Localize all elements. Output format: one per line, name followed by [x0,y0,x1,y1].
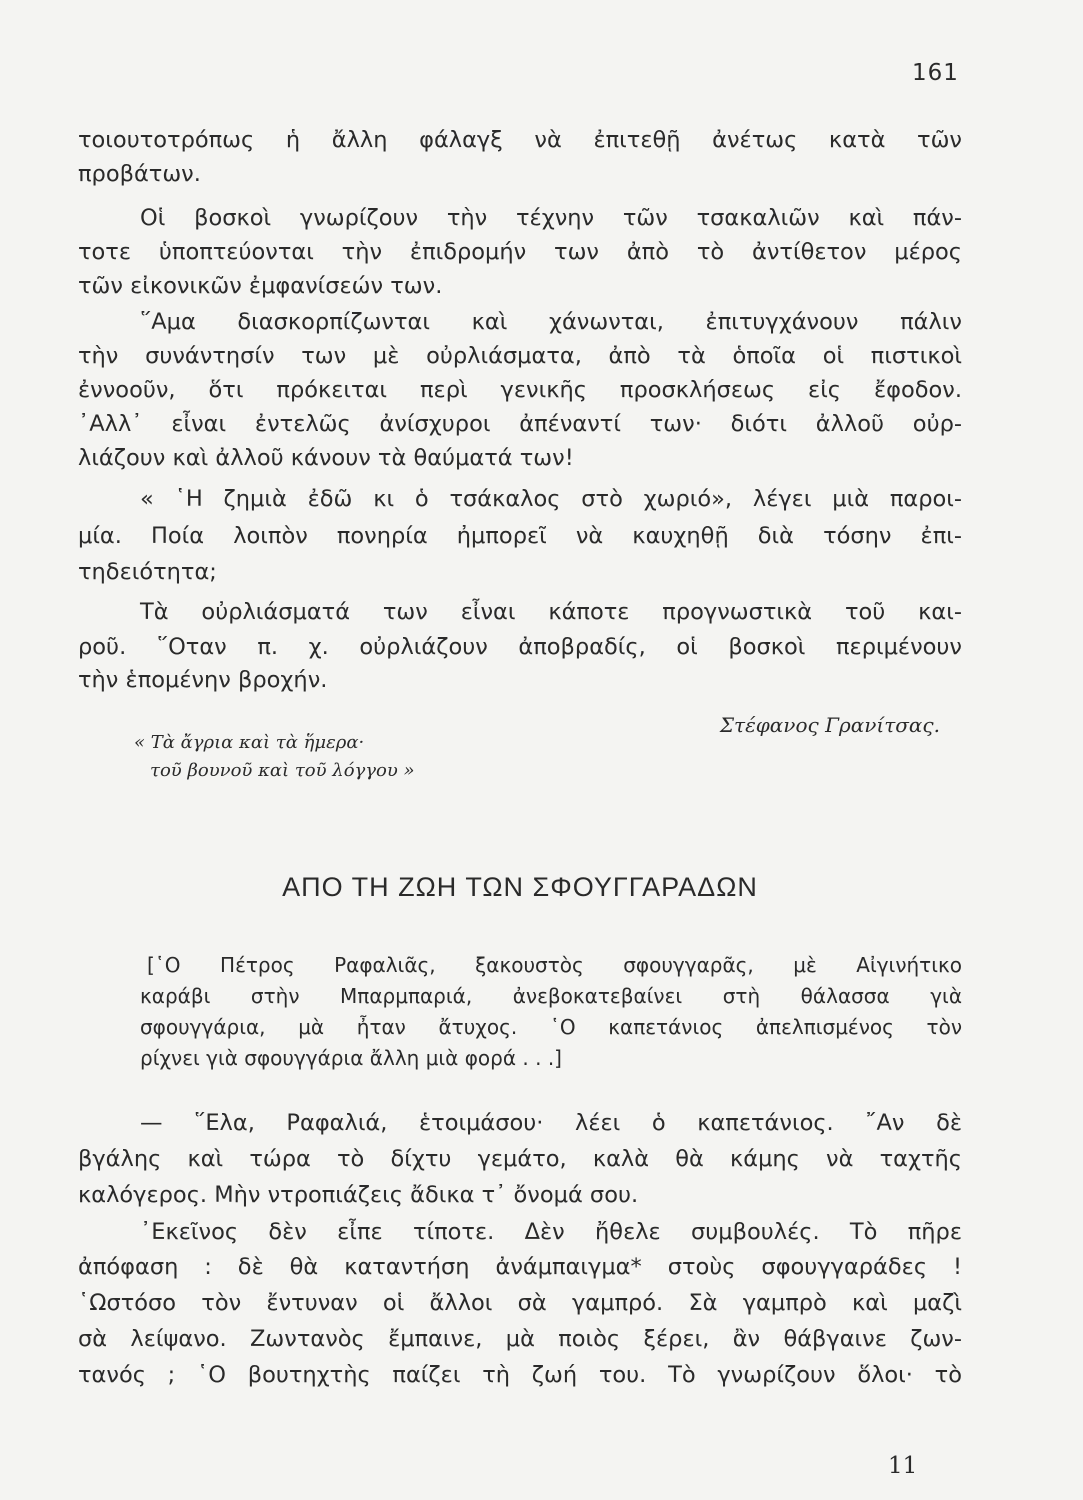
text-line: τὴν συνάντησίν των μὲ οὐρλιάσματα, ἀπὸ τὰ ὁποῖα οἱ πιστικοὶ [78,343,962,369]
text-line: καλόγερος. Μὴν ντροπιάζεις ἄδικα τ᾿ ὄνομά σου. [78,1182,639,1208]
text-line: βγάλης καὶ τώρα τὸ δίχτυ γεμάτο, καλὰ θὰ κάμης νὰ ταχτῆς [78,1146,962,1172]
text-line: — ῞Ελα, Ραφαλιά, ἑτοιμάσου· λέει ὁ καπετάνιος. ῎Αν δὲ [140,1110,962,1136]
intro-note-line: ρίχνει γιὰ σφουγγάρια ἄλλη μιὰ φορά . . .] [140,1046,562,1070]
text-line: σὰ λείψανο. Ζωντανὸς ἔμπαινε, μὰ ποιὸς ξέρει, ἂν θάβγαινε ζων- [78,1326,962,1352]
section-title: ΑΠΟ ΤΗ ΖΩΗ ΤΩΝ ΣΦΟΥΓΓΑΡΑΔΩΝ [282,872,758,902]
text-line: λιάζουν καὶ ἀλλοῦ κάνουν τὰ θαύματά των! [78,445,574,471]
text-line: ἐννοοῦν, ὅτι πρόκειται περὶ γενικῆς προσκλήσεως εἰς ἔφοδον. [78,377,962,403]
text-line: ᾿Εκεῖνος δὲν εἶπε τίποτε. Δὲν ἤθελε συμβουλές. Τὸ πῆρε [140,1219,962,1245]
text-line: τοιουτοτρόπως ἡ ἄλλη φάλαγξ νὰ ἐπιτεθῇ ἀνέτως κατὰ τῶν [78,127,962,153]
text-line: τοτε ὑποπτεύονται τὴν ἐπιδρομήν των ἀπὸ τὸ ἀντίθετον μέρος [78,239,962,265]
text-line: ῞Αμα διασκορπίζωνται καὶ χάνωνται, ἐπιτυγχάνουν πάλιν [140,309,962,335]
intro-note-line: [῾Ο Πέτρος Ραφαλιᾶς, ξακουστὸς σφουγγαρᾶς, μὲ Αἰγινήτικο [147,953,962,977]
text-line: τανός ; ῾Ο βουτηχτὴς παίζει τὴ ζωή του. Τὸ γνωρίζουν ὅλοι· τὸ [78,1362,962,1388]
text-line: τηδειότητα; [78,559,217,585]
source-citation-line: τοῦ βουνοῦ καὶ τοῦ λόγγου » [150,760,415,781]
text-line: ροῦ. ῞Οταν π. χ. οὐρλιάζουν ἀποβραδίς, οἱ βοσκοὶ περιμένουν [78,634,962,660]
footer-number: 11 [888,1453,918,1479]
text-line: ῾Ωστόσο τὸν ἔντυναν οἱ ἄλλοι σὰ γαμπρό. Σὰ γαμπρὸ καὶ μαζὶ [78,1290,962,1316]
text-line: μία. Ποία λοιπὸν πονηρία ἠμπορεῖ νὰ καυχηθῇ διὰ τόσην ἐπι- [78,523,962,549]
author-signature: Στέφανος Γρανίτσας. [719,713,940,737]
text-line: ἀπόφαση : δὲ θὰ καταντήση ἀνάμπαιγμα* στοὺς σφουγγαράδες ! [78,1254,962,1280]
text-line: « ῾Η ζημιὰ ἐδῶ κι ὁ τσάκαλος στὸ χωριό», λέγει μιὰ παροι- [140,486,962,512]
text-line: τῶν εἰκονικῶν ἐμφανίσεών των. [78,273,443,299]
text-line: Οἱ βοσκοὶ γνωρίζουν τὴν τέχνην τῶν τσακαλιῶν καὶ πάν- [140,205,962,231]
intro-note-line: καράβι στὴν Μπαρμπαριά, ἀνεβοκατεβαίνει στὴ θάλασσα γιὰ [140,984,962,1008]
intro-note-line: σφουγγάρια, μὰ ἦταν ἄτυχος. ῾Ο καπετάνιος ἀπελπισμένος τὸν [140,1015,962,1039]
page-number: 161 [912,60,959,86]
text-line: προβάτων. [78,161,201,187]
text-line: Τὰ οὐρλιάσματά των εἶναι κάποτε προγνωστικὰ τοῦ και- [140,599,962,625]
text-line: τὴν ἑπομένην βροχήν. [78,667,328,693]
source-citation-line: « Τὰ ἄγρια καὶ τὰ ἥμερα· [134,732,365,753]
text-line: ᾿Αλλ᾿ εἶναι ἐντελῶς ἀνίσχυροι ἀπέναντί των· διότι ἀλλοῦ οὐρ- [78,411,962,437]
